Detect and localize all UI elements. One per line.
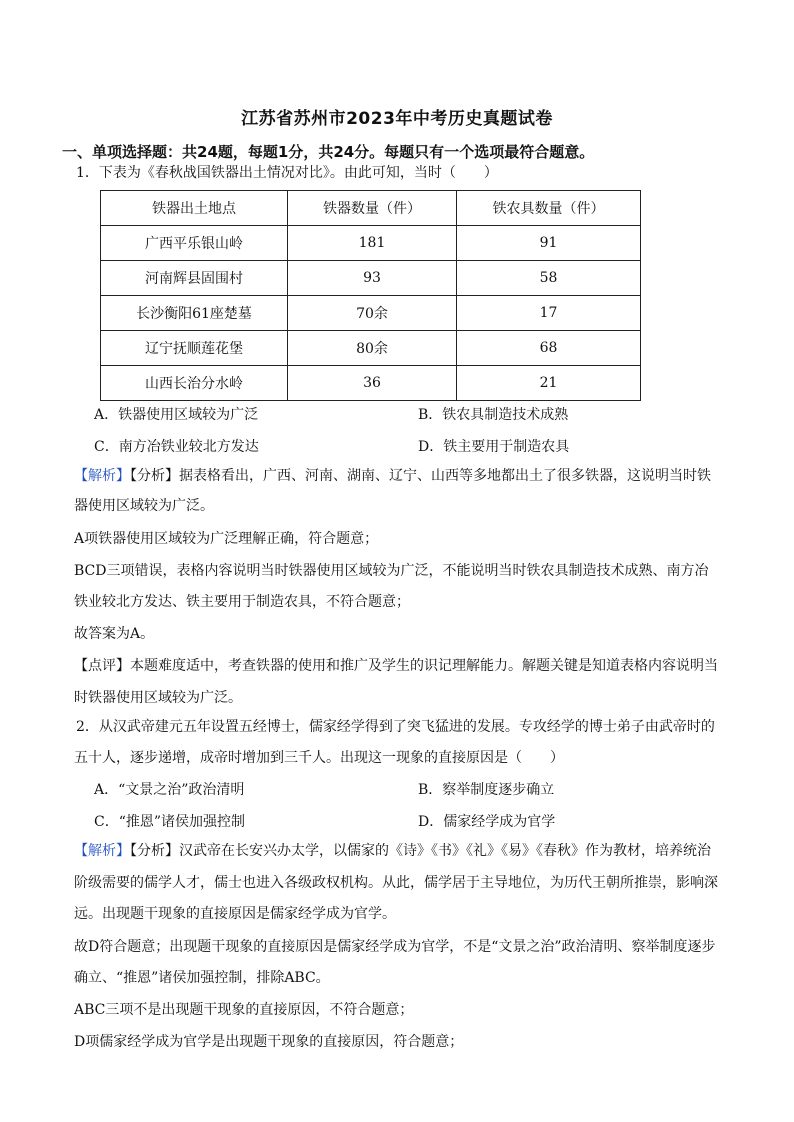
table-cell: 山西长治分水岭 <box>101 366 288 401</box>
table-row <box>101 226 641 261</box>
q2-analysis-line: D项儒家经学成为官学是出现题干现象的直接原因，符合题意； <box>74 1034 464 1050</box>
table-cell: 181 <box>288 226 457 261</box>
q1-option-c[interactable]: C．南方冶铁业较北方发达 <box>94 439 259 455</box>
table-header-cell: 铁农具数量（件） <box>457 191 641 226</box>
q1-option-b[interactable]: B．铁农具制造技术成熟 <box>418 407 569 423</box>
table-row <box>101 331 641 366</box>
iron-artifacts-table <box>100 190 641 401</box>
q2-analysis-line: 阶级需要的儒学人才，儒士也进入各级政权机构。从此，儒学居于主导地位，为历代王朝所推崇，影响深 <box>74 875 718 891</box>
table-header-cell: 铁器数量（件） <box>288 191 457 226</box>
q1-analysis-line: 铁业较北方发达、铁主要用于制造农具，不符合题意； <box>74 594 410 610</box>
table-cell: 91 <box>457 226 641 261</box>
table-cell: 17 <box>457 296 641 331</box>
q2-option-a[interactable]: A．“文景之治”政治清明 <box>94 782 245 798</box>
q2-stem-line: 五十人，逐步递增，成帝时增加到三千人。出现这一现象的直接原因是（ ） <box>74 750 564 766</box>
table-cell: 80余 <box>288 331 457 366</box>
table-row <box>101 366 641 401</box>
q1-answer-line: 故答案为A。 <box>74 626 155 642</box>
q1-analysis-line: 器使用区域较为广泛。 <box>74 498 214 514</box>
q2-option-b[interactable]: B．察举制度逐步确立 <box>418 782 555 798</box>
section-heading: 一、单项选择题：共24题，每题1分，共24分。每题只有一个选项最符合题意。 <box>62 143 595 161</box>
q1-stem: 1．下表为《春秋战国铁器出土情况对比》。由此可知，当时（ ） <box>76 165 498 181</box>
analysis-tag: 【解析】 <box>74 843 130 859</box>
q1-analysis-line: BCD三项错误，表格内容说明当时铁器使用区域较为广泛，不能说明当时铁农具制造技术成熟、南方冶 <box>74 563 709 579</box>
analysis-text: 汉武帝在长安兴办太学，以儒家的《诗》《书》《礼》《易》《春秋》作为教材，培养统治 <box>179 843 711 859</box>
table-cell: 68 <box>457 331 641 366</box>
table-row <box>101 261 641 296</box>
q2-option-c[interactable]: C．“推恩”诸侯加强控制 <box>94 814 246 830</box>
table-header-cell: 铁器出土地点 <box>101 191 288 226</box>
table-cell: 广西平乐银山岭 <box>101 226 288 261</box>
q1-analysis-line: A项铁器使用区域较为广泛理解正确，符合题意； <box>74 531 379 547</box>
analysis-text: 据表格看出，广西、河南、湖南、辽宁、山西等多地都出土了很多铁器，这说明当时铁 <box>179 468 711 484</box>
q2-analysis-line: ABC三项不是出现题干现象的直接原因，不符合题意； <box>74 1002 414 1018</box>
table-cell: 河南辉县固围村 <box>101 261 288 296</box>
table-header-row <box>101 191 641 226</box>
q1-comment-line: 【点评】本题难度适中，考查铁器的使用和推广及学生的识记理解能力。解题关键是知道表格内容说明当 <box>74 658 718 674</box>
table-cell: 长沙衡阳61座楚墓 <box>101 296 288 331</box>
q2-stem-line: 2．从汉武帝建元五年设置五经博士，儒家经学得到了突飞猛进的发展。专攻经学的博士弟子由武帝时的 <box>76 719 715 735</box>
analysis-subtag: 【分析】 <box>130 843 179 859</box>
q2-analysis-line: 故D符合题意；出现题干现象的直接原因是儒家经学成为官学，不是“文景之治”政治清明、察举制度逐步 <box>74 939 716 955</box>
table-cell: 70余 <box>288 296 457 331</box>
q2-analysis-line: 确立、“推恩”诸侯加强控制，排除ABC。 <box>74 970 330 986</box>
q1-analysis-line <box>74 466 711 486</box>
analysis-subtag: 【分析】 <box>130 468 179 484</box>
q1-comment-line: 时铁器使用区域较为广泛。 <box>74 690 242 706</box>
table-cell: 36 <box>288 366 457 401</box>
q2-analysis-line <box>74 841 711 861</box>
table-cell: 21 <box>457 366 641 401</box>
analysis-tag: 【解析】 <box>74 468 130 484</box>
page-title: 江苏省苏州市2023年中考历史真题试卷 <box>241 109 553 129</box>
table-row <box>101 296 641 331</box>
q2-analysis-line: 远。出现题干现象的直接原因是儒家经学成为官学。 <box>74 906 396 922</box>
q1-option-d[interactable]: D．铁主要用于制造农具 <box>418 439 570 455</box>
q2-option-d[interactable]: D．儒家经学成为官学 <box>418 814 556 830</box>
q1-option-a[interactable]: A．铁器使用区域较为广泛 <box>94 407 259 423</box>
table-cell: 93 <box>288 261 457 296</box>
table-cell: 58 <box>457 261 641 296</box>
table-cell: 辽宁抚顺莲花堡 <box>101 331 288 366</box>
